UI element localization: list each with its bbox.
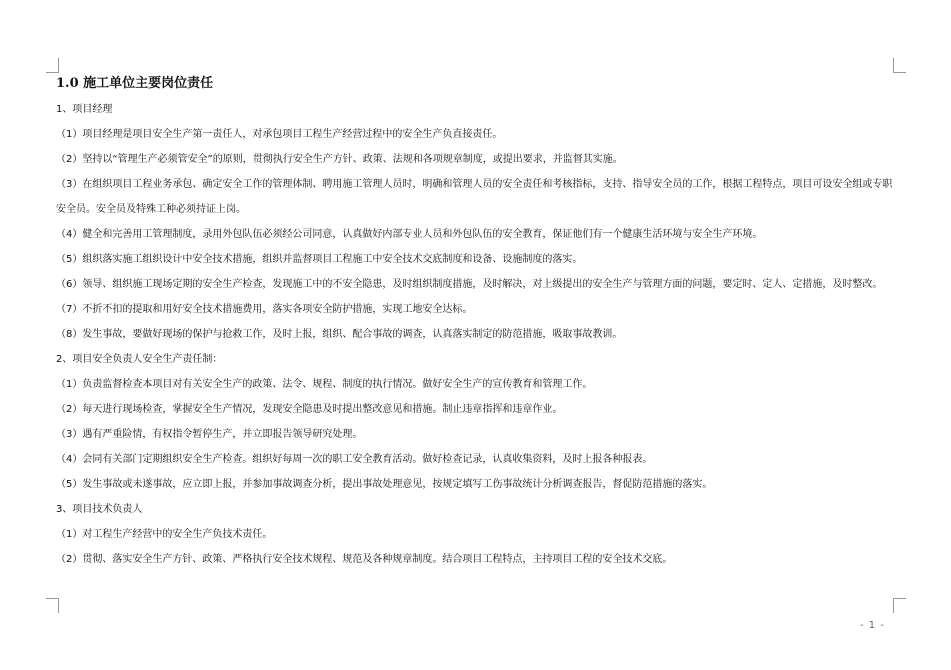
document-body — [56, 74, 896, 572]
paragraph: （2）坚持以“管理生产必须管安全”的原则，贯彻执行安全生产方针、政策、法规和各项规章制度，或提出要求，并监督其实施。 — [56, 154, 623, 165]
paragraph: （6）领导、组织施工现场定期的安全生产检查，发现施工中的不安全隐患，及时组织制度措施，及时解决，对上级提出的安全生产与管理方面的问题，要定时、定人、定措施，及时整改。 — [56, 279, 883, 290]
paragraph: （5）发生事故或未遂事故，应立即上报，并参加事故调查分析，提出事故处理意见，按规定填写工伤事故统计分析调查报告，督促防范措施的落实。 — [56, 479, 713, 490]
page-number: - 1 - — [860, 620, 885, 631]
section-title: 1.0 施工单位主要岗位责任 — [56, 76, 214, 91]
heading-project-manager: 1、项目经理 — [56, 104, 113, 115]
paragraph: （4）会同有关部门定期组织安全生产检查。组织好每周一次的职工安全教育活动。做好检查记录，认真收集资料，及时上报各种报表。 — [56, 454, 653, 465]
paragraph: （4）健全和完善用工管理制度，录用外包队伍必须经公司同意，认真做好内部专业人员和外包队伍的安全教育，保证他们有一个健康生活环境与安全生产环境。 — [56, 229, 763, 240]
paragraph: （3）遇有严重险情，有权指令暂停生产，并立即报告领导研究处理。 — [56, 429, 363, 440]
crop-mark-top-right — [893, 58, 906, 73]
crop-mark-bottom-right — [893, 598, 906, 613]
paragraph: （7）不折不扣的提取和用好安全技术措施费用，落实各项安全防护措施，实现工地安全达标。 — [56, 304, 473, 315]
paragraph: （2）贯彻、落实安全生产方针、政策、严格执行安全技术规程、规范及各种规章制度。结合项目工程特点，主持项目工程的安全技术交底。 — [56, 554, 673, 565]
paragraph: （8）发生事故，要做好现场的保护与抢救工作，及时上报，组织、配合事故的调查，认真落实制定的防范措施，吸取事故教训。 — [56, 329, 623, 340]
heading-safety-officer: 2、项目安全负责人安全生产责任制： — [56, 354, 223, 365]
crop-mark-bottom-left — [46, 598, 59, 613]
heading-technical-lead: 3、项目技术负责人 — [56, 504, 143, 515]
paragraph: （5）组织落实施工组织设计中安全技术措施，组织并监督项目工程施工中安全技术交底制度和设备、设施制度的落实。 — [56, 254, 583, 265]
paragraph: （1）对工程生产经营中的安全生产负技术责任。 — [56, 529, 273, 540]
paragraph: （2）每天进行现场检查，掌握安全生产情况，发现安全隐患及时提出整改意见和措施。制止违章指挥和违章作业。 — [56, 404, 563, 415]
paragraph: （3）在组织项目工程业务承包、确定安全工作的管理体制、聘用施工管理人员时，明确和管理人员的安全责任和考核指标，支持、指导安全员的工作，根据工程特点，项目可设安全组或专职安全员。安全员及特殊工种必须持证上岗。 — [56, 179, 893, 215]
crop-mark-top-left — [46, 58, 59, 73]
paragraph: （1）项目经理是项目安全生产第一责任人，对承包项目工程生产经营过程中的安全生产负直接责任。 — [56, 129, 503, 140]
paragraph: （1）负责监督检查本项目对有关安全生产的政策、法令、规程、制度的执行情况。做好安全生产的宣传教育和管理工作。 — [56, 379, 593, 390]
